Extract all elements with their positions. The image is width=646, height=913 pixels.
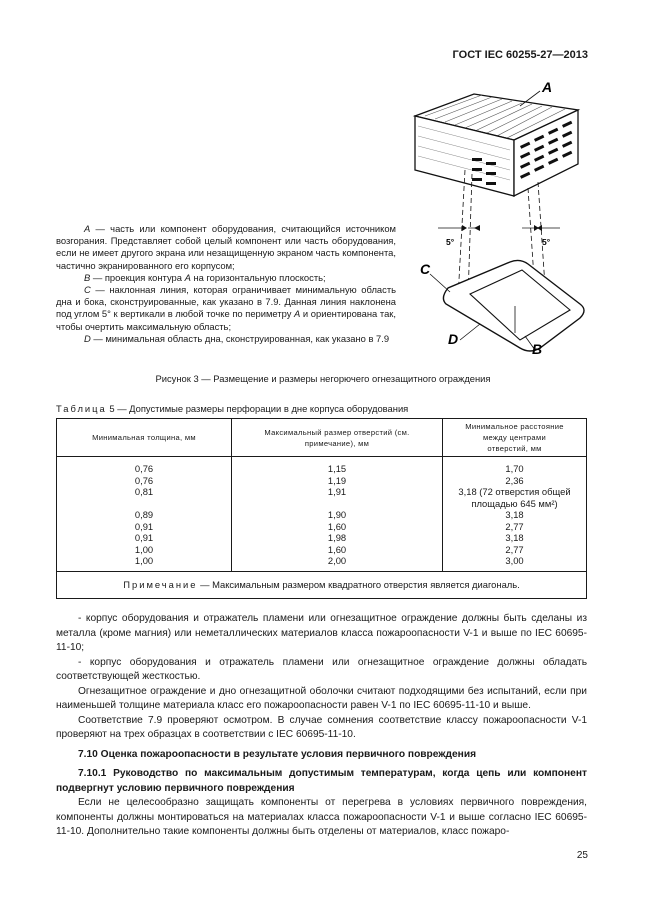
section-heading-7-10-1: 7.10.1 Руководство по максимальным допустимым температурам, когда цепь или компонент подвергнут условию первичного повреждения bbox=[56, 768, 587, 794]
angle-label-left: 5° bbox=[446, 237, 455, 247]
column-thickness: 0,76 0,76 0,81 0,89 0,91 0,91 1,00 1,00 bbox=[57, 457, 232, 572]
column-hole-spacing: 1,70 2,36 3,18 (72 отверстия общей площадью 645 мм²) 3,18 2,77 3,18 2,77 3,00 bbox=[443, 457, 587, 572]
perforation-table bbox=[56, 418, 587, 599]
table-data-row bbox=[57, 457, 587, 572]
figure-caption: Рисунок 3 — Размещение и размеры негорючего огнезащитного ограждения bbox=[155, 373, 491, 384]
paragraph-1: - корпус оборудования и отражатель пламени или огнезащитное ограждение должны быть сделаны из металла (кроме магния) или неметаллических материалов класса пожароопасности V-1 и выше по IEC 60695-11-10; bbox=[56, 613, 587, 653]
table-note: Примечание — Максимальным размером квадратного отверстия является диагональ. bbox=[57, 571, 587, 598]
section-heading-7-10: 7.10 Оценка пожароопасности в результате условия первичного повреждения bbox=[78, 748, 477, 760]
legend-a: A — часть или компонент оборудования, считающийся источником возгорания. Представляет собой целый компонент или часть оборудования, если не имеет другого экрана или незащищенную экраном часть компонента, частично экранированного его корпусом; bbox=[56, 223, 396, 271]
paragraph-4: Соответствие 7.9 проверяют осмотром. В случае сомнения соответствие классу пожароопасности V-1 проверяют на трех образцах в соответствии с IEC 60695-11-10. bbox=[56, 714, 587, 740]
table-title: Таблица 5 — Допустимые размеры перфорации в дне корпуса оборудования bbox=[56, 403, 409, 414]
figure-legend bbox=[56, 223, 396, 345]
figure-label-c: C bbox=[420, 261, 431, 277]
angle-label-right: 5° bbox=[542, 237, 551, 247]
body-text bbox=[56, 612, 587, 840]
figure-label-a: A bbox=[542, 79, 553, 95]
header-thickness: Минимальная толщина, мм bbox=[57, 419, 232, 457]
legend-b: B — проекция контура A на горизонтальную плоскость; bbox=[84, 271, 326, 283]
enclosure-figure bbox=[410, 78, 600, 368]
paragraph-2: - корпус оборудования и отражатель пламени или огнезащитное ограждение должны обладать соответствующей жесткостью. bbox=[56, 656, 587, 682]
page-number: 25 bbox=[576, 850, 588, 861]
header-hole-spacing: Минимальное расстояние между центрами отверстий, мм bbox=[443, 419, 587, 457]
figure-label-d: D bbox=[448, 331, 459, 347]
legend-d: D — минимальная область дна, сконструированная, как указано в 7.9 bbox=[84, 332, 390, 344]
paragraph-3: Огнезащитное ограждение и дно огнезащитной оболочки считают подходящими без испытаний, если при наименьшей толщине материала класс его пожароопасности равен V-1 по IEC 60695-11-10 и выше. bbox=[56, 685, 587, 711]
table-note-row bbox=[57, 571, 587, 598]
document-header: ГОСТ IEC 60255-27—2013 bbox=[452, 49, 588, 61]
paragraph-5: Если не целесообразно защищать компоненты от перегрева в условиях первичного повреждения, компоненты должны монтироваться на материалах класса пожароопасности V-1 и выше согласно IEC 60695-11-10. Дополнительно такие компоненты должны быть отделены от материалов, класс пожаро- bbox=[56, 797, 587, 837]
table-header-row bbox=[57, 419, 587, 457]
column-hole-size: 1,15 1,19 1,91 1,90 1,60 1,98 1,60 2,00 bbox=[232, 457, 443, 572]
header-hole-size: Максимальный размер отверстий (см. примечание), мм bbox=[232, 419, 443, 457]
figure-label-b: B bbox=[532, 341, 543, 357]
legend-c: C — наклонная линия, которая ограничивает минимальную область дна и бока, сконструированные, как указано в 7.9. Данная линия наклонена под углом 5° к вертикали в любой точке по периметру A и ориентирована так, чтобы очертить максимальную область; bbox=[56, 284, 396, 332]
